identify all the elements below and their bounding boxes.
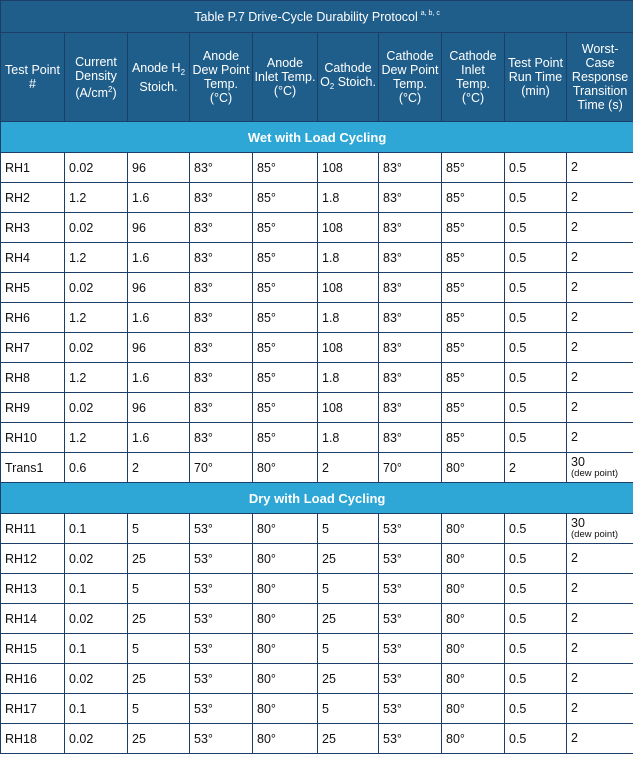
cell-anode-h2-stoich: 2 [128, 453, 190, 483]
cell-anode-dew-point: 83° [190, 153, 253, 183]
section-label: Wet with Load Cycling [1, 122, 633, 153]
cell-anode-inlet-temp: 85° [253, 303, 318, 333]
cell-anode-h2-stoich: 1.6 [128, 183, 190, 213]
cell-cathode-inlet-temp: 80° [442, 574, 505, 604]
cell-worst-case-time [567, 393, 633, 423]
header-cathode-o2-post: Stoich. [334, 74, 376, 89]
cell-test-point: RH7 [1, 333, 65, 363]
cell-cathode-dew-point: 83° [379, 213, 442, 243]
header-cathode-dew-point [379, 33, 442, 122]
cell-cathode-dew-point: 83° [379, 333, 442, 363]
cell-worst-case-time [567, 604, 633, 634]
cell-worst-case-time [567, 363, 633, 393]
cell-run-time: 0.5 [505, 574, 567, 604]
cell-anode-dew-point: 70° [190, 453, 253, 483]
cell-cathode-dew-point: 53° [379, 544, 442, 574]
header-current-density [65, 33, 128, 122]
cell-run-time: 0.5 [505, 544, 567, 574]
cell-test-point: RH11 [1, 514, 65, 544]
worst-case-value: 2 [571, 310, 578, 324]
header-cathode-inlet-main: Cathode Inlet Temp. [449, 49, 497, 91]
cell-run-time: 0.5 [505, 333, 567, 363]
cell-test-point: RH18 [1, 724, 65, 754]
cell-cathode-o2-stoich: 1.8 [318, 423, 379, 453]
cell-anode-h2-stoich: 1.6 [128, 423, 190, 453]
cell-cathode-inlet-temp: 85° [442, 183, 505, 213]
header-cathode-o2-stoich [318, 33, 379, 122]
cell-cathode-dew-point: 70° [379, 453, 442, 483]
table-row [1, 453, 633, 483]
worst-case-value: 2 [571, 581, 578, 595]
worst-case-value: 2 [571, 250, 578, 264]
cell-cathode-dew-point: 53° [379, 724, 442, 754]
cell-anode-h2-stoich: 25 [128, 664, 190, 694]
cell-cathode-inlet-temp: 85° [442, 363, 505, 393]
worst-case-value: 2 [571, 220, 578, 234]
cell-run-time: 0.5 [505, 243, 567, 273]
cell-cathode-inlet-temp: 85° [442, 153, 505, 183]
cell-test-point: RH9 [1, 393, 65, 423]
cell-cathode-dew-point: 83° [379, 273, 442, 303]
cell-run-time: 0.5 [505, 153, 567, 183]
header-anode-inlet-unit: (°C) [273, 84, 297, 98]
cell-anode-inlet-temp: 85° [253, 273, 318, 303]
cell-anode-h2-stoich: 96 [128, 393, 190, 423]
header-anode-dew-point [190, 33, 253, 122]
cell-run-time: 0.5 [505, 393, 567, 423]
cell-test-point: RH14 [1, 604, 65, 634]
cell-anode-dew-point: 83° [190, 363, 253, 393]
cell-anode-dew-point: 83° [190, 273, 253, 303]
worst-case-value: 30 [571, 515, 585, 530]
cell-anode-h2-stoich: 25 [128, 544, 190, 574]
cell-run-time: 0.5 [505, 724, 567, 754]
cell-cathode-dew-point: 83° [379, 363, 442, 393]
cell-anode-h2-stoich: 25 [128, 724, 190, 754]
cell-test-point: RH15 [1, 634, 65, 664]
cell-cathode-dew-point: 53° [379, 664, 442, 694]
cell-worst-case-time [567, 453, 633, 483]
cell-worst-case-time [567, 634, 633, 664]
cell-worst-case-time [567, 243, 633, 273]
cell-run-time: 0.5 [505, 213, 567, 243]
section-label: Dry with Load Cycling [1, 483, 633, 514]
cell-cathode-o2-stoich: 2 [318, 453, 379, 483]
worst-case-note: (dew point) [571, 467, 618, 479]
cell-current-density: 0.02 [65, 153, 128, 183]
cell-run-time: 0.5 [505, 303, 567, 333]
cell-worst-case-time [567, 183, 633, 213]
cell-anode-dew-point: 83° [190, 303, 253, 333]
cell-run-time: 0.5 [505, 183, 567, 213]
header-worst-case-transition: Worst-Case Response Transition Time (s) [567, 33, 633, 122]
cell-worst-case-time [567, 544, 633, 574]
worst-case-value: 2 [571, 190, 578, 204]
cell-anode-h2-stoich: 5 [128, 694, 190, 724]
table-row [1, 423, 633, 453]
worst-case-value: 2 [571, 400, 578, 414]
header-anode-dew-unit: (°C) [209, 91, 233, 105]
cell-anode-h2-stoich: 5 [128, 514, 190, 544]
header-cathode-o2-sub: 2 [329, 81, 335, 91]
worst-case-value: 2 [571, 701, 578, 715]
cell-cathode-o2-stoich: 108 [318, 273, 379, 303]
worst-case-value: 2 [571, 280, 578, 294]
worst-case-note: (dew point) [571, 528, 618, 540]
header-anode-inlet [253, 33, 318, 122]
header-cathode-inlet-unit: (°C) [461, 91, 485, 105]
cell-cathode-inlet-temp: 80° [442, 664, 505, 694]
cell-cathode-inlet-temp: 85° [442, 243, 505, 273]
cell-cathode-o2-stoich: 108 [318, 153, 379, 183]
cell-cathode-inlet-temp: 85° [442, 393, 505, 423]
worst-case-value: 2 [571, 551, 578, 565]
cell-current-density: 0.6 [65, 453, 128, 483]
cell-anode-dew-point: 53° [190, 514, 253, 544]
cell-worst-case-time [567, 694, 633, 724]
cell-current-density: 1.2 [65, 183, 128, 213]
cell-run-time: 0.5 [505, 514, 567, 544]
cell-worst-case-time [567, 333, 633, 363]
cell-cathode-dew-point: 53° [379, 634, 442, 664]
header-cathode-dew-main: Cathode Dew Point Temp. [381, 49, 439, 91]
cell-worst-case-time [567, 273, 633, 303]
cell-test-point: RH2 [1, 183, 65, 213]
cell-anode-inlet-temp: 80° [253, 724, 318, 754]
cell-current-density: 0.1 [65, 694, 128, 724]
cell-test-point: RH8 [1, 363, 65, 393]
cell-current-density: 0.02 [65, 393, 128, 423]
cell-anode-dew-point: 53° [190, 634, 253, 664]
cell-anode-h2-stoich: 5 [128, 574, 190, 604]
header-anode-h2-post: Stoich. [139, 79, 178, 94]
cell-cathode-dew-point: 53° [379, 514, 442, 544]
cell-anode-dew-point: 53° [190, 604, 253, 634]
header-cathode-o2-pre: Cathode O [320, 60, 372, 89]
cell-test-point: RH13 [1, 574, 65, 604]
cell-cathode-o2-stoich: 1.8 [318, 303, 379, 333]
cell-current-density: 0.02 [65, 664, 128, 694]
cell-test-point: RH16 [1, 664, 65, 694]
worst-case-value: 2 [571, 430, 578, 444]
cell-anode-inlet-temp: 85° [253, 183, 318, 213]
cell-run-time: 0.5 [505, 604, 567, 634]
worst-case-value: 2 [571, 731, 578, 745]
cell-cathode-inlet-temp: 80° [442, 544, 505, 574]
cell-run-time: 0.5 [505, 273, 567, 303]
cell-cathode-inlet-temp: 80° [442, 514, 505, 544]
cell-run-time: 2 [505, 453, 567, 483]
table-row [1, 694, 633, 724]
cell-run-time: 0.5 [505, 423, 567, 453]
table-row [1, 183, 633, 213]
table-row [1, 664, 633, 694]
cell-cathode-o2-stoich: 25 [318, 604, 379, 634]
cell-worst-case-time [567, 153, 633, 183]
cell-anode-dew-point: 83° [190, 243, 253, 273]
table-title [1, 1, 633, 33]
cell-cathode-dew-point: 83° [379, 393, 442, 423]
cell-cathode-dew-point: 83° [379, 183, 442, 213]
cell-anode-inlet-temp: 80° [253, 574, 318, 604]
cell-anode-dew-point: 53° [190, 694, 253, 724]
cell-anode-dew-point: 83° [190, 333, 253, 363]
cell-anode-dew-point: 53° [190, 664, 253, 694]
cell-anode-inlet-temp: 80° [253, 514, 318, 544]
cell-current-density: 0.02 [65, 273, 128, 303]
cell-anode-inlet-temp: 85° [253, 423, 318, 453]
cell-cathode-o2-stoich: 5 [318, 574, 379, 604]
table-row [1, 544, 633, 574]
cell-worst-case-time [567, 724, 633, 754]
table-row [1, 514, 633, 544]
cell-cathode-o2-stoich: 25 [318, 664, 379, 694]
cell-current-density: 1.2 [65, 423, 128, 453]
header-cathode-inlet [442, 33, 505, 122]
table-title-text: Table P.7 Drive-Cycle Durability Protocol [194, 9, 418, 24]
cell-cathode-inlet-temp: 85° [442, 273, 505, 303]
cell-cathode-inlet-temp: 85° [442, 423, 505, 453]
cell-current-density: 0.02 [65, 724, 128, 754]
cell-cathode-inlet-temp: 80° [442, 634, 505, 664]
table-row [1, 724, 633, 754]
cell-run-time: 0.5 [505, 694, 567, 724]
cell-cathode-dew-point: 83° [379, 243, 442, 273]
cell-test-point: RH3 [1, 213, 65, 243]
cell-cathode-o2-stoich: 1.8 [318, 243, 379, 273]
cell-cathode-o2-stoich: 1.8 [318, 363, 379, 393]
cell-anode-h2-stoich: 96 [128, 153, 190, 183]
table-row [1, 273, 633, 303]
table-row [1, 303, 633, 333]
cell-anode-dew-point: 83° [190, 213, 253, 243]
cell-anode-inlet-temp: 85° [253, 243, 318, 273]
cell-cathode-inlet-temp: 85° [442, 213, 505, 243]
cell-anode-dew-point: 83° [190, 183, 253, 213]
cell-run-time: 0.5 [505, 664, 567, 694]
cell-anode-inlet-temp: 80° [253, 694, 318, 724]
cell-cathode-dew-point: 83° [379, 153, 442, 183]
cell-cathode-inlet-temp: 80° [442, 724, 505, 754]
header-current-density-main: Current Density (A/cm [75, 54, 117, 100]
table-row [1, 153, 633, 183]
cell-current-density: 0.02 [65, 604, 128, 634]
cell-anode-dew-point: 53° [190, 574, 253, 604]
cell-anode-h2-stoich: 1.6 [128, 303, 190, 333]
cell-anode-h2-stoich: 25 [128, 604, 190, 634]
table-row [1, 243, 633, 273]
cell-cathode-inlet-temp: 80° [442, 604, 505, 634]
cell-test-point: RH1 [1, 153, 65, 183]
cell-anode-h2-stoich: 96 [128, 273, 190, 303]
cell-anode-inlet-temp: 85° [253, 363, 318, 393]
table-row [1, 213, 633, 243]
cell-anode-inlet-temp: 80° [253, 544, 318, 574]
cell-anode-h2-stoich: 96 [128, 333, 190, 363]
cell-test-point: RH4 [1, 243, 65, 273]
cell-cathode-o2-stoich: 108 [318, 213, 379, 243]
cell-test-point: RH6 [1, 303, 65, 333]
cell-cathode-inlet-temp: 80° [442, 453, 505, 483]
cell-anode-dew-point: 83° [190, 423, 253, 453]
cell-test-point: RH10 [1, 423, 65, 453]
cell-cathode-dew-point: 53° [379, 574, 442, 604]
cell-anode-inlet-temp: 85° [253, 393, 318, 423]
worst-case-value: 2 [571, 641, 578, 655]
cell-anode-inlet-temp: 85° [253, 333, 318, 363]
table-row [1, 604, 633, 634]
cell-run-time: 0.5 [505, 363, 567, 393]
cell-current-density: 0.02 [65, 333, 128, 363]
cell-test-point: RH5 [1, 273, 65, 303]
cell-cathode-inlet-temp: 85° [442, 303, 505, 333]
cell-worst-case-time [567, 213, 633, 243]
cell-anode-h2-stoich: 1.6 [128, 243, 190, 273]
cell-worst-case-time [567, 303, 633, 333]
cell-anode-inlet-temp: 85° [253, 213, 318, 243]
worst-case-value: 2 [571, 611, 578, 625]
cell-worst-case-time [567, 423, 633, 453]
cell-current-density: 0.1 [65, 574, 128, 604]
cell-cathode-inlet-temp: 85° [442, 333, 505, 363]
cell-cathode-o2-stoich: 25 [318, 724, 379, 754]
worst-case-value: 30 [571, 454, 585, 469]
cell-anode-h2-stoich: 1.6 [128, 363, 190, 393]
cell-current-density: 1.2 [65, 363, 128, 393]
cell-cathode-o2-stoich: 5 [318, 694, 379, 724]
cell-current-density: 1.2 [65, 243, 128, 273]
header-current-density-exp: 2 [108, 84, 113, 94]
cell-anode-h2-stoich: 96 [128, 213, 190, 243]
cell-run-time: 0.5 [505, 634, 567, 664]
column-header-row [1, 33, 633, 122]
cell-cathode-o2-stoich: 108 [318, 333, 379, 363]
section-header-row [1, 483, 633, 514]
table-row [1, 574, 633, 604]
table-row [1, 634, 633, 664]
cell-anode-h2-stoich: 5 [128, 634, 190, 664]
cell-cathode-o2-stoich: 108 [318, 393, 379, 423]
table-body [1, 1, 633, 754]
table-title-footnotes: a, b, c [420, 9, 440, 17]
cell-current-density: 1.2 [65, 303, 128, 333]
cell-current-density: 0.02 [65, 213, 128, 243]
cell-cathode-o2-stoich: 5 [318, 514, 379, 544]
cell-anode-inlet-temp: 80° [253, 664, 318, 694]
cell-cathode-dew-point: 53° [379, 694, 442, 724]
cell-anode-dew-point: 83° [190, 393, 253, 423]
worst-case-value: 2 [571, 370, 578, 384]
table-row [1, 363, 633, 393]
cell-cathode-dew-point: 83° [379, 303, 442, 333]
header-anode-h2-stoich [128, 33, 190, 122]
worst-case-value: 2 [571, 340, 578, 354]
worst-case-value: 2 [571, 671, 578, 685]
header-test-point: Test Point # [1, 33, 65, 122]
cell-cathode-dew-point: 83° [379, 423, 442, 453]
cell-cathode-o2-stoich: 25 [318, 544, 379, 574]
cell-test-point: RH17 [1, 694, 65, 724]
cell-anode-inlet-temp: 80° [253, 453, 318, 483]
header-current-density-close: ) [112, 85, 117, 100]
header-cathode-dew-unit: (°C) [398, 91, 422, 105]
cell-current-density: 0.1 [65, 634, 128, 664]
section-header-row [1, 122, 633, 153]
cell-cathode-o2-stoich: 1.8 [318, 183, 379, 213]
cell-worst-case-time [567, 664, 633, 694]
table-row [1, 333, 633, 363]
cell-test-point: RH12 [1, 544, 65, 574]
header-anode-inlet-main: Anode Inlet Temp. [254, 56, 316, 84]
cell-current-density: 0.02 [65, 544, 128, 574]
cell-anode-inlet-temp: 80° [253, 604, 318, 634]
cell-worst-case-time [567, 574, 633, 604]
cell-cathode-o2-stoich: 5 [318, 634, 379, 664]
worst-case-value: 2 [571, 160, 578, 174]
header-run-time: Test Point Run Time (min) [505, 33, 567, 122]
cell-anode-inlet-temp: 85° [253, 153, 318, 183]
cell-current-density: 0.1 [65, 514, 128, 544]
title-row [1, 1, 633, 33]
header-anode-h2-sub: 2 [180, 67, 186, 77]
header-anode-dew-main: Anode Dew Point Temp. [192, 49, 250, 91]
cell-anode-dew-point: 53° [190, 544, 253, 574]
cell-cathode-inlet-temp: 80° [442, 694, 505, 724]
cell-anode-dew-point: 53° [190, 724, 253, 754]
cell-test-point: Trans1 [1, 453, 65, 483]
cell-cathode-dew-point: 53° [379, 604, 442, 634]
cell-anode-inlet-temp: 80° [253, 634, 318, 664]
cell-worst-case-time [567, 514, 633, 544]
header-anode-h2-pre: Anode H [131, 60, 181, 75]
table-row [1, 393, 633, 423]
